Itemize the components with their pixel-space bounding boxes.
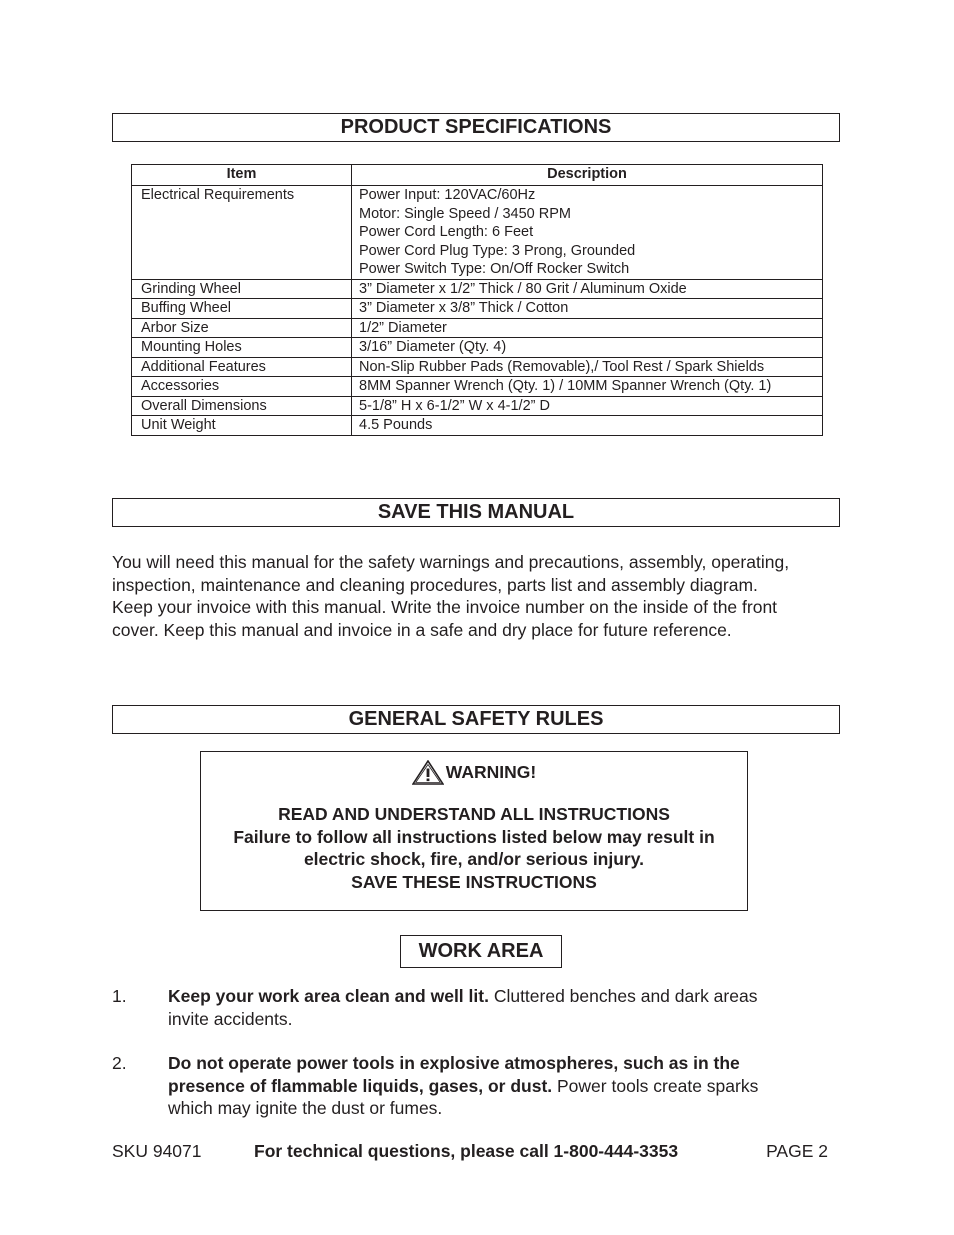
table-row: [132, 416, 823, 436]
warning-text: [201, 803, 747, 893]
spec-description-cell: [352, 377, 823, 397]
list-normal-text: which may ignite the dust or fumes.: [168, 1098, 443, 1118]
table-row: [132, 377, 823, 397]
table-row: [132, 357, 823, 377]
spec-description-cell: [352, 186, 823, 280]
warning-line: READ AND UNDERSTAND ALL INSTRUCTIONS: [278, 804, 670, 824]
spec-description-line: Power Cord Plug Type: 3 Prong, Grounded: [359, 242, 636, 259]
spec-item-cell: Additional Features: [132, 357, 352, 377]
spec-description-line: Motor: Single Speed / 3450 RPM: [359, 205, 571, 222]
col-header-item: Item: [132, 165, 352, 186]
spec-item-cell: Grinding Wheel: [132, 279, 352, 299]
list-normal-text: Power tools create sparks: [552, 1075, 759, 1096]
table-header-row: [132, 165, 823, 186]
spec-item-cell: Unit Weight: [132, 416, 352, 436]
spec-description-cell: [352, 396, 823, 416]
general-safety-rules-heading: GENERAL SAFETY RULES: [112, 705, 840, 734]
spec-table: [131, 164, 823, 436]
warning-line: Failure to follow all instructions listed below may result in: [233, 826, 715, 847]
table-row: [132, 299, 823, 319]
spec-item-cell: Mounting Holes: [132, 338, 352, 358]
spec-description-cell: [352, 318, 823, 338]
list-bold-text: presence of flammable liquids, gases, or dust.: [168, 1075, 553, 1096]
work-area-heading: WORK AREA: [400, 935, 562, 968]
spec-description-line: 1/2” Diameter: [359, 319, 447, 336]
table-row: [132, 186, 823, 280]
paragraph-line: You will need this manual for the safety warnings and precautions, assembly, operating,: [112, 552, 790, 572]
spec-item-cell: Overall Dimensions: [132, 396, 352, 416]
table-row: [132, 396, 823, 416]
warning-line: electric shock, fire, and/or serious injury.: [303, 849, 645, 869]
spec-description-line: 5-1/8” H x 6-1/2” W x 4-1/2” D: [359, 397, 550, 414]
spec-description-cell: [352, 299, 823, 319]
footer-page-number: PAGE 2: [766, 1141, 828, 1161]
page-footer: [112, 1141, 828, 1163]
spec-description-line: Non-Slip Rubber Pads (Removable),/ Tool Rest / Spark Shields: [359, 358, 765, 375]
spec-item-cell: Buffing Wheel: [132, 299, 352, 319]
table-row: [132, 318, 823, 338]
spec-description-line: 3” Diameter x 1/2” Thick / 80 Grit / Aluminum Oxide: [359, 280, 687, 297]
spec-description-cell: [352, 338, 823, 358]
list-text: [168, 1052, 828, 1120]
paragraph-line: Keep your invoice with this manual. Write the invoice number on the inside of the front: [112, 597, 778, 617]
paragraph-line: inspection, maintenance and cleaning procedures, parts list and assembly diagram.: [112, 574, 758, 595]
warning-header: [201, 759, 747, 785]
table-row: [132, 279, 823, 299]
list-normal-text: invite accidents.: [168, 1008, 293, 1029]
spec-description-cell: [352, 357, 823, 377]
spec-description-line: 4.5 Pounds: [359, 417, 433, 433]
spec-description-line: Power Switch Type: On/Off Rocker Switch: [359, 261, 630, 277]
spec-description-line: 8MM Spanner Wrench (Qty. 1) / 10MM Spanner Wrench (Qty. 1): [359, 378, 772, 394]
list-number: 2.: [112, 1053, 127, 1073]
warning-triangle-icon: [412, 760, 444, 785]
table-row: [132, 338, 823, 358]
spec-item-cell: Accessories: [132, 377, 352, 397]
save-manual-heading: SAVE THIS MANUAL: [112, 498, 840, 527]
footer-tech-support: For technical questions, please call 1-800-444-3353: [254, 1141, 679, 1161]
spec-description-line: 3/16” Diameter (Qty. 4): [359, 339, 507, 355]
list-bold-text: Keep your work area clean and well lit.: [168, 986, 489, 1006]
warning-line: SAVE THESE INSTRUCTIONS: [351, 871, 597, 892]
spec-description-line: Power Input: 120VAC/60Hz: [359, 187, 536, 203]
paragraph-line: cover. Keep this manual and invoice in a safe and dry place for future reference.: [112, 619, 732, 640]
list-normal-text: Cluttered benches and dark areas: [488, 986, 758, 1006]
footer-sku: SKU 94071: [112, 1141, 202, 1161]
col-header-description: Description: [352, 165, 823, 186]
list-number: 1.: [112, 986, 127, 1006]
list-bold-text: Do not operate power tools in explosive atmospheres, such as in the: [168, 1053, 740, 1073]
warning-box: [200, 751, 748, 911]
spec-description-line: Power Cord Length: 6 Feet: [359, 224, 534, 240]
spec-description-cell: [352, 416, 823, 436]
product-specifications-heading: PRODUCT SPECIFICATIONS: [112, 113, 840, 142]
spec-item-cell: Arbor Size: [132, 318, 352, 338]
spec-description-line: 3” Diameter x 3/8” Thick / Cotton: [359, 300, 569, 316]
warning-label: WARNING!: [445, 761, 537, 782]
spec-item-cell: Electrical Requirements: [132, 186, 352, 280]
list-text: [168, 985, 828, 1030]
spec-description-cell: [352, 279, 823, 299]
save-manual-paragraph: [112, 551, 842, 641]
